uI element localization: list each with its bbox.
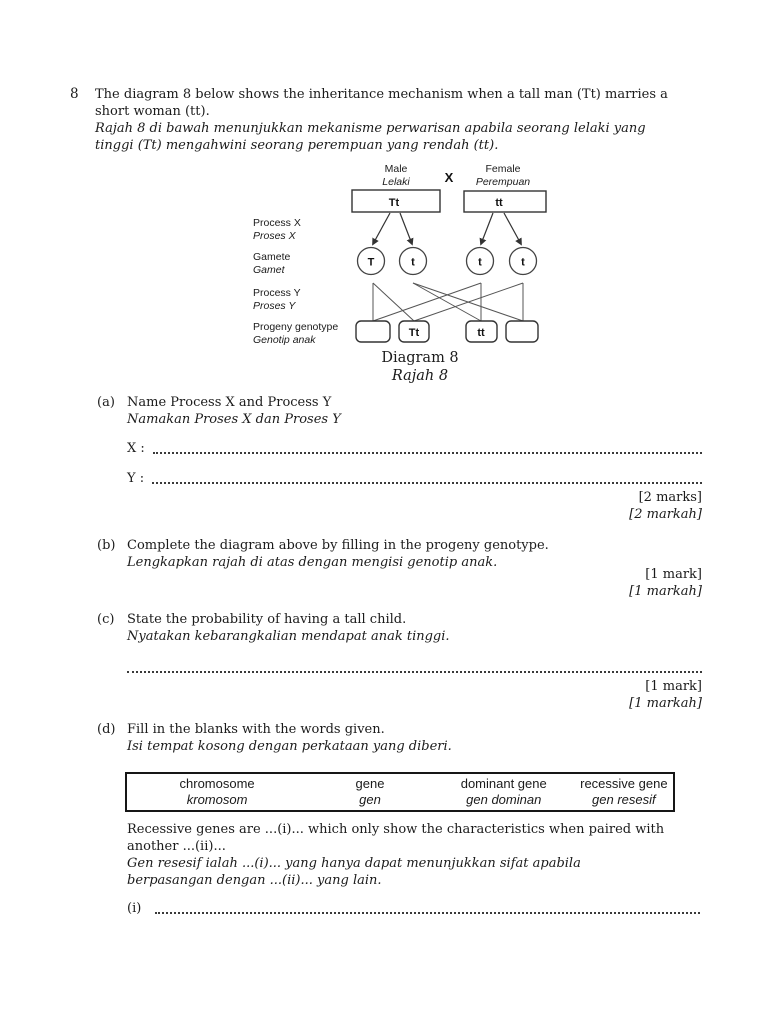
question-line-malay: Rajah 8 di bawah menunjukkan mekanisme perwarisan apabila seorang lelaki yang <box>95 121 646 136</box>
question-number: 8 <box>70 86 79 102</box>
progeny-label: Progeny genotype <box>253 321 339 333</box>
part-d-label: (d) <box>97 722 116 737</box>
part-a-text: Name Process X and Process Y <box>127 395 332 410</box>
gamete-allele: t <box>521 256 525 269</box>
word-en: chromosome <box>179 776 255 791</box>
word-en: dominant gene <box>460 776 547 791</box>
cross-symbol: X <box>444 170 454 185</box>
gamete-allele: t <box>478 256 482 269</box>
word-bank <box>125 772 675 812</box>
fertilisation-line <box>373 283 481 321</box>
marks-en: [2 marks] <box>638 490 702 505</box>
answer-x-label: X : <box>127 441 145 456</box>
process-y-label: Process Y <box>253 287 301 299</box>
marks-en: [1 mark] <box>645 679 702 694</box>
meiosis-arrow <box>504 213 521 244</box>
mother-genotype: tt <box>495 197 503 209</box>
answer-blank <box>153 452 702 454</box>
part-d-text: Fill in the blanks with the words given. <box>127 722 385 737</box>
gamete-allele: t <box>411 256 415 269</box>
process-x-label-malay: Proses X <box>253 230 296 242</box>
marks-c <box>562 678 702 712</box>
part-c-label: (c) <box>97 612 115 627</box>
marks-a <box>562 489 702 523</box>
diagram-caption-malay: Rajah 8 <box>391 368 449 384</box>
part-b-text: Complete the diagram above by filling in the progeny genotype. <box>127 538 549 553</box>
part-c-text: State the probability of having a tall child. <box>127 612 407 627</box>
marks-en: [1 mark] <box>645 567 702 582</box>
answer-blank <box>155 912 700 914</box>
part-b-text-malay: Lengkapkan rajah di atas dengan mengisi genotip anak. <box>127 555 498 570</box>
marks-malay: [1 markah] <box>629 584 702 599</box>
part-c <box>97 611 450 645</box>
fertilisation-line <box>373 283 414 321</box>
gamete-allele: T <box>367 256 375 269</box>
word-en: recessive gene <box>580 776 668 791</box>
part-a-text-malay: Namakan Proses X dan Proses Y <box>127 412 341 427</box>
answer-line-y <box>127 471 702 487</box>
progeny-box-4 <box>506 321 538 342</box>
word-bank-item <box>433 776 575 807</box>
marks-malay: [2 markah] <box>629 507 702 522</box>
word-malay: gen resesif <box>592 791 656 807</box>
word-malay: gen dominan <box>466 791 542 807</box>
part-d-paragraph <box>127 821 664 889</box>
fertilisation-line <box>413 283 481 321</box>
meiosis-arrow <box>400 213 412 244</box>
meiosis-arrow <box>481 213 493 244</box>
meiosis-arrow <box>373 213 390 244</box>
question-line: short woman (tt). <box>95 104 210 119</box>
paragraph-line: another ...(ii)... <box>127 839 226 854</box>
process-y-label-malay: Proses Y <box>253 300 296 312</box>
mother-genotype-box <box>464 191 546 212</box>
gamete-label: Gamete <box>253 251 291 263</box>
question-stem <box>95 86 668 154</box>
word-bank-item <box>307 776 433 807</box>
female-label-malay: Perempuan <box>475 176 531 188</box>
father-genotype: Tt <box>388 197 400 209</box>
part-a <box>97 394 341 428</box>
part-b-label: (b) <box>97 538 116 553</box>
inheritance-diagram <box>240 158 560 388</box>
progeny-box-1 <box>356 321 390 342</box>
male-label: Male <box>384 163 408 175</box>
part-a-label: (a) <box>97 395 115 410</box>
diagram-caption: Diagram 8 <box>381 350 459 366</box>
marks-malay: [1 markah] <box>629 696 702 711</box>
word-bank-item <box>127 776 307 807</box>
answer-line-i <box>127 901 700 917</box>
female-label: Female <box>485 163 521 175</box>
progeny-genotype: Tt <box>408 327 420 339</box>
part-b <box>97 537 549 571</box>
word-en: gene <box>355 776 385 791</box>
gamete-label-malay: Gamet <box>253 264 285 276</box>
answer-blank <box>152 482 702 484</box>
answer-blank <box>127 660 702 673</box>
part-c-text-malay: Nyatakan kebarangkalian mendapat anak tinggi. <box>127 629 450 644</box>
progeny-label-malay: Genotip anak <box>253 334 316 346</box>
word-malay: kromosom <box>186 791 248 807</box>
paragraph-line-malay: Gen resesif ialah ...(i)... yang hanya dapat menunjukkan sifat apabila <box>127 856 581 871</box>
male-label-malay: Lelaki <box>382 176 410 188</box>
answer-i-label: (i) <box>127 901 142 916</box>
progeny-genotype: tt <box>477 327 485 339</box>
marks-b <box>562 566 702 600</box>
word-malay: gen <box>359 791 381 807</box>
part-d <box>97 721 452 755</box>
paragraph-line-malay: berpasangan dengan ...(ii)... yang lain. <box>127 873 382 888</box>
question-line: The diagram 8 below shows the inheritance mechanism when a tall man (Tt) marries a <box>95 87 668 102</box>
answer-y-label: Y : <box>127 471 145 486</box>
question-line-malay: tinggi (Tt) mengahwini seorang perempuan yang rendah (tt). <box>95 138 499 153</box>
paragraph-line: Recessive genes are ...(i)... which only show the characteristics when paired with <box>127 822 665 837</box>
word-bank-item <box>575 776 673 807</box>
answer-line-x <box>127 441 702 457</box>
part-d-text-malay: Isi tempat kosong dengan perkataan yang diberi. <box>127 739 452 754</box>
process-x-label: Process X <box>253 217 301 229</box>
